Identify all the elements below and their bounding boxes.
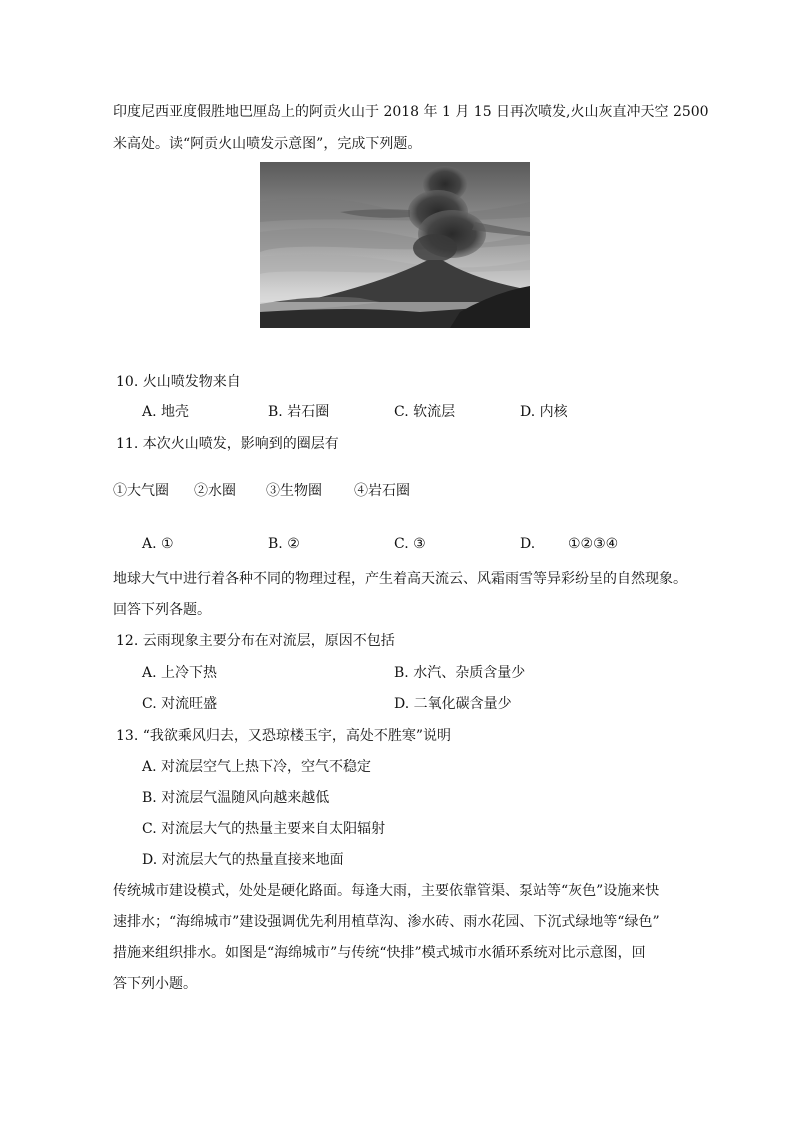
q11-item-1: ①大气圈 (113, 483, 169, 499)
question-12-stem: 12. 云雨现象主要分布在对流层，原因不包括 (116, 633, 395, 649)
volcano-eruption-photo (260, 162, 530, 328)
q12-option-c: C. 对流旺盛 (142, 696, 218, 712)
intro-1-line-2: 米高处。读“阿贡火山喷发示意图”，完成下列题。 (113, 136, 422, 152)
intro-3-line-1: 传统城市建设模式，处处是硬化路面。每逢大雨，主要依靠管渠、泵站等“灰色”设施来快 (113, 883, 660, 899)
question-10-stem: 10. 火山喷发物来自 (116, 374, 241, 390)
q10-option-a: A. 地壳 (142, 404, 190, 420)
q13-option-a: A. 对流层空气上热下冷，空气不稳定 (142, 759, 372, 775)
q12-option-b: B. 水汽、杂质含量少 (394, 665, 526, 681)
q11-option-b: B. ② (268, 536, 300, 552)
q13-option-b: B. 对流层气温随风向越来越低 (142, 790, 330, 806)
question-11-stem: 11. 本次火山喷发，影响到的圈层有 (116, 436, 339, 452)
intro-3-line-3: 措施来组织排水。如图是“海绵城市”与传统“快排”模式城市水循环系统对比示意图，回 (113, 945, 646, 961)
q11-option-d-letter: D. (520, 536, 536, 552)
q10-option-c: C. 软流层 (394, 404, 456, 420)
q10-option-d: D. 内核 (520, 404, 568, 420)
q11-option-d-text: ①②③④ (568, 536, 619, 552)
q11-option-a: A. ① (142, 536, 174, 552)
q10-option-b: B. 岩石圈 (268, 404, 330, 420)
q11-option-c: C. ③ (394, 536, 426, 552)
intro-3-line-4: 答下列小题。 (113, 976, 197, 992)
question-13-stem: 13. “我欲乘风归去，又恐琼楼玉宇，高处不胜寒”说明 (116, 728, 452, 744)
q12-option-d: D. 二氧化碳含量少 (394, 696, 512, 712)
intro-2-line-2: 回答下列各题。 (113, 602, 211, 618)
intro-1-line-1: 印度尼西亚度假胜地巴厘岛上的阿贡火山于 2018 年 1 月 15 日再次喷发,火山灰直冲天空 2500 (113, 104, 709, 120)
q13-option-d: D. 对流层大气的热量直接来地面 (142, 852, 344, 868)
intro-2-line-1: 地球大气中进行着各种不同的物理过程，产生着高天流云、风霜雨雪等异彩纷呈的自然现象。 (113, 571, 687, 587)
q13-option-c: C. 对流层大气的热量主要来自太阳辐射 (142, 821, 386, 837)
q11-item-3: ③生物圈 (266, 483, 322, 499)
q11-item-4: ④岩石圈 (354, 483, 410, 499)
q12-option-a: A. 上冷下热 (142, 665, 218, 681)
q11-item-2: ②水圈 (194, 483, 236, 499)
intro-3-line-2: 速排水；“海绵城市”建设强调优先利用植草沟、渗水砖、雨水花园、下沉式绿地等“绿色” (113, 914, 660, 930)
